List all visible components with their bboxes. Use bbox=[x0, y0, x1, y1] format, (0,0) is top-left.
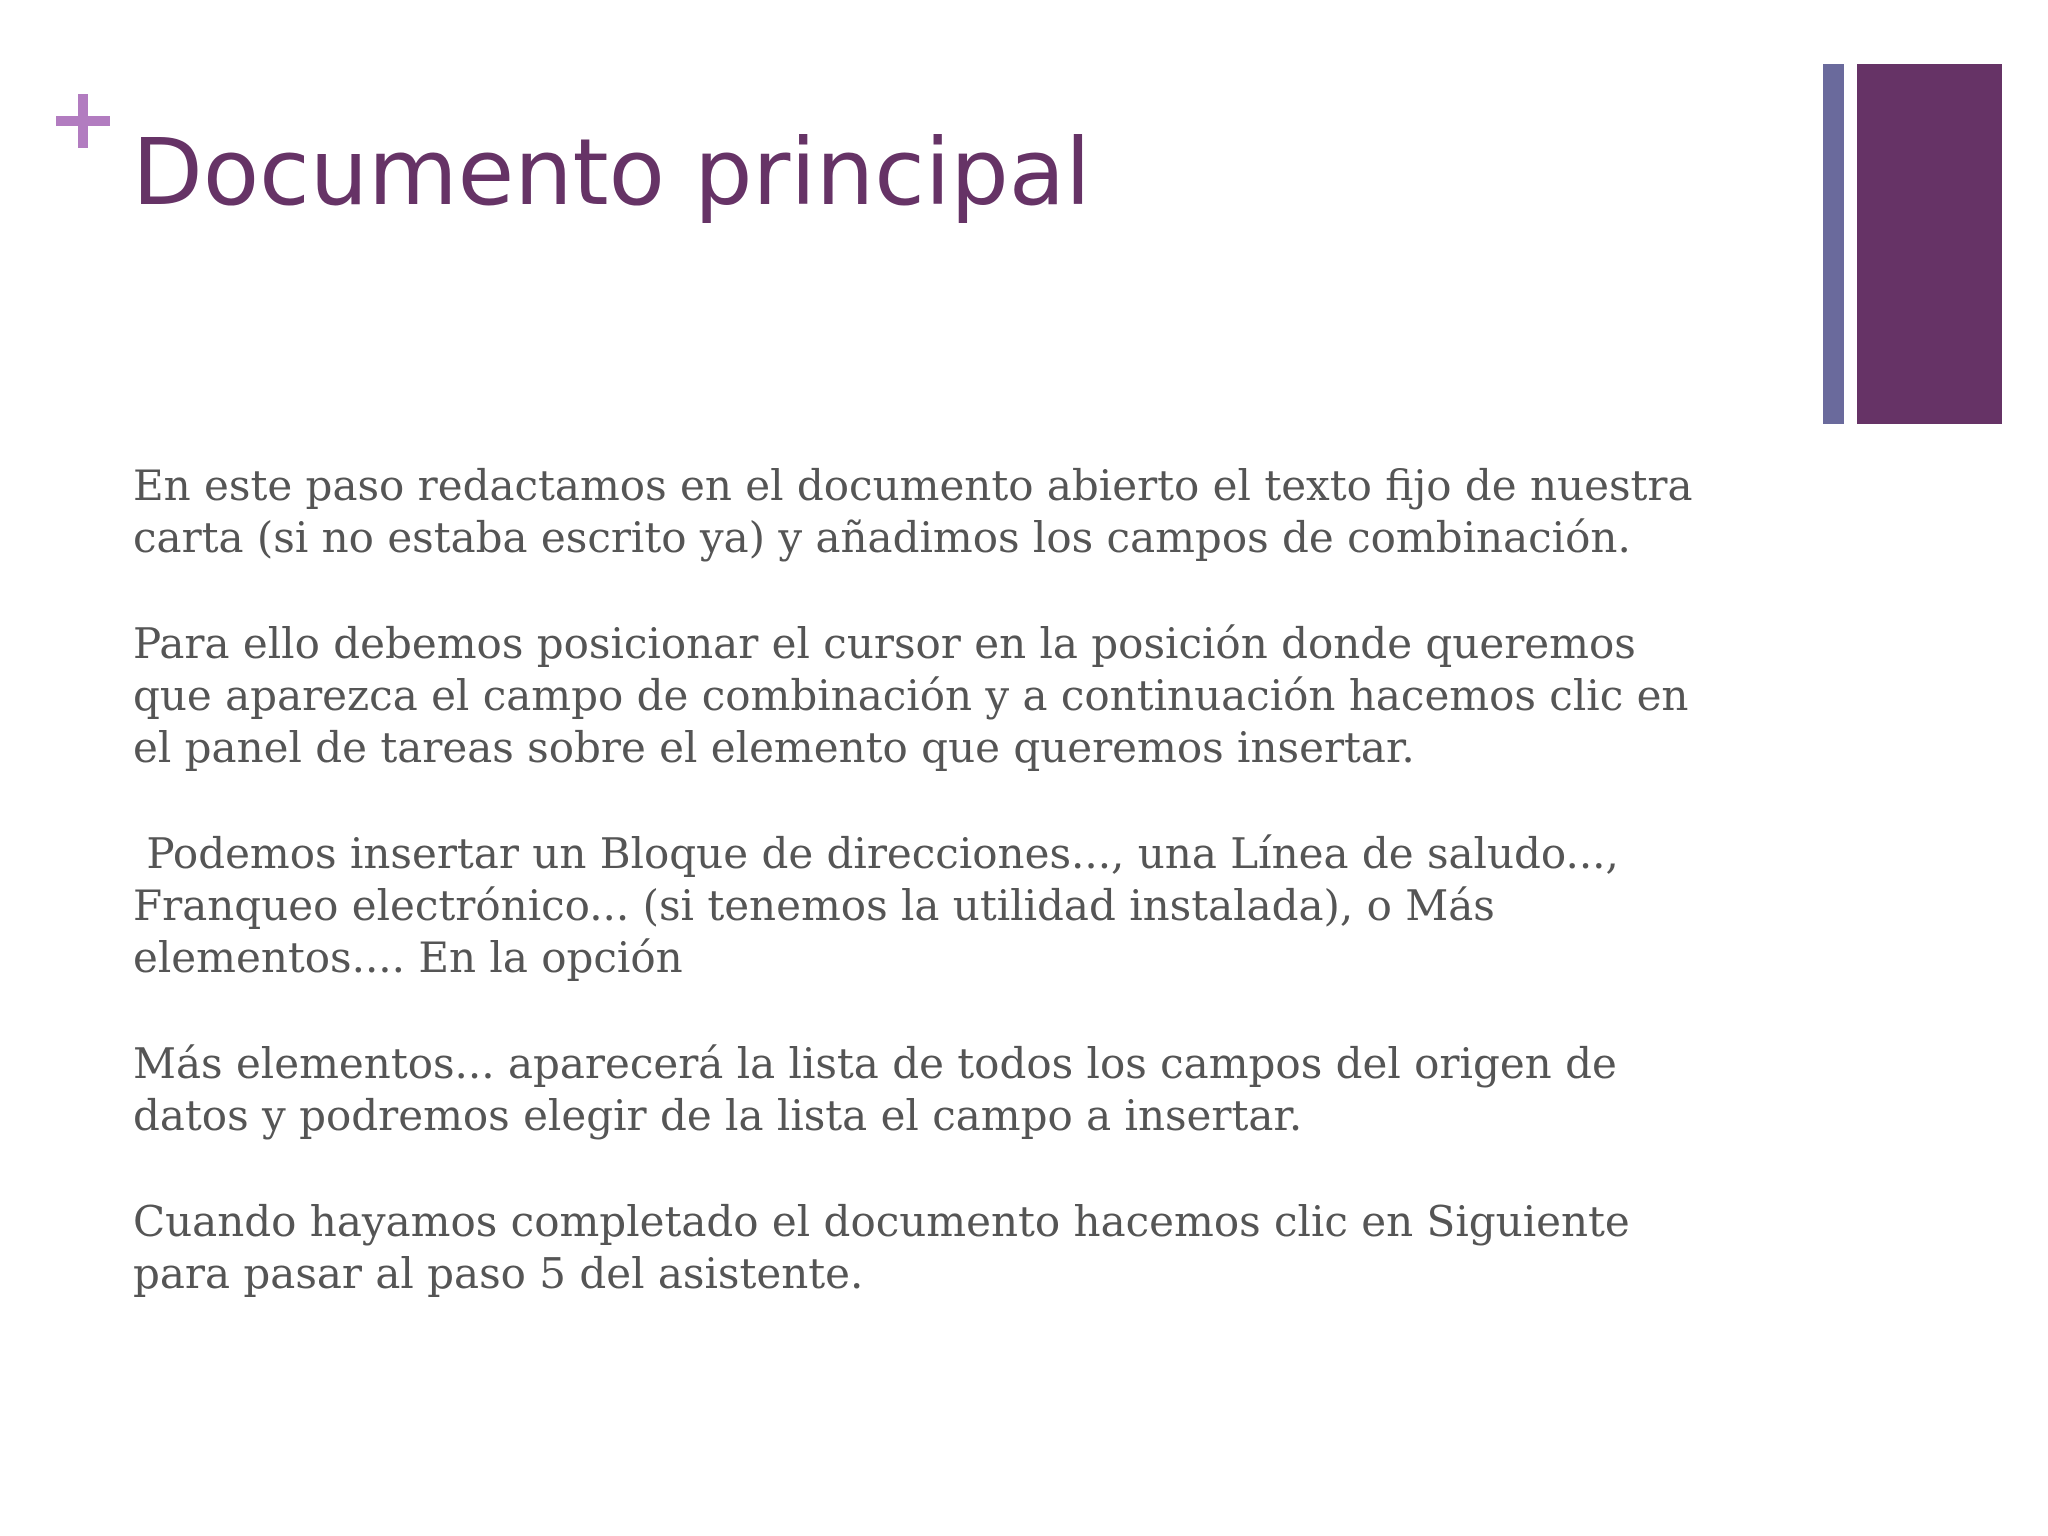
paragraph-2 bbox=[133, 618, 1833, 774]
paragraph-line: para pasar al paso 5 del asistente. bbox=[133, 1249, 864, 1298]
slide-body bbox=[133, 460, 1833, 1300]
paragraph-line: Más elementos... aparecerá la lista de todos los campos del origen de bbox=[133, 1039, 1617, 1088]
paragraph-5 bbox=[133, 1196, 1833, 1300]
plus-icon bbox=[56, 94, 110, 148]
paragraph-line: Franqueo electrónico... (si tenemos la utilidad instalada), o Más bbox=[133, 881, 1495, 930]
paragraph-line: En este paso redactamos en el documento abierto el texto fijo de nuestra bbox=[133, 461, 1693, 510]
paragraph-line: Para ello debemos posicionar el cursor en la posición donde queremos bbox=[133, 619, 1636, 668]
paragraph-3 bbox=[133, 828, 1833, 984]
paragraph-line: datos y podremos elegir de la lista el campo a insertar. bbox=[133, 1091, 1303, 1140]
paragraph-line: Podemos insertar un Bloque de direcciones..., una Línea de saludo..., bbox=[133, 829, 1619, 878]
paragraph-1 bbox=[133, 460, 1833, 564]
paragraph-line: el panel de tareas sobre el elemento que queremos insertar. bbox=[133, 723, 1415, 772]
paragraph-line: que aparezca el campo de combinación y a continuación hacemos clic en bbox=[133, 671, 1689, 720]
paragraph-line: Cuando hayamos completado el documento hacemos clic en Siguiente bbox=[133, 1197, 1630, 1246]
slide-title: Documento principal bbox=[132, 119, 1091, 226]
plus-icon-vertical bbox=[78, 94, 88, 148]
paragraph-line: carta (si no estaba escrito ya) y añadimos los campos de combinación. bbox=[133, 513, 1631, 562]
decorative-bar-thin bbox=[1823, 64, 1844, 424]
paragraph-line: elementos.... En la opción bbox=[133, 933, 683, 982]
decorative-bar-wide bbox=[1857, 64, 2002, 424]
paragraph-4 bbox=[133, 1038, 1833, 1142]
